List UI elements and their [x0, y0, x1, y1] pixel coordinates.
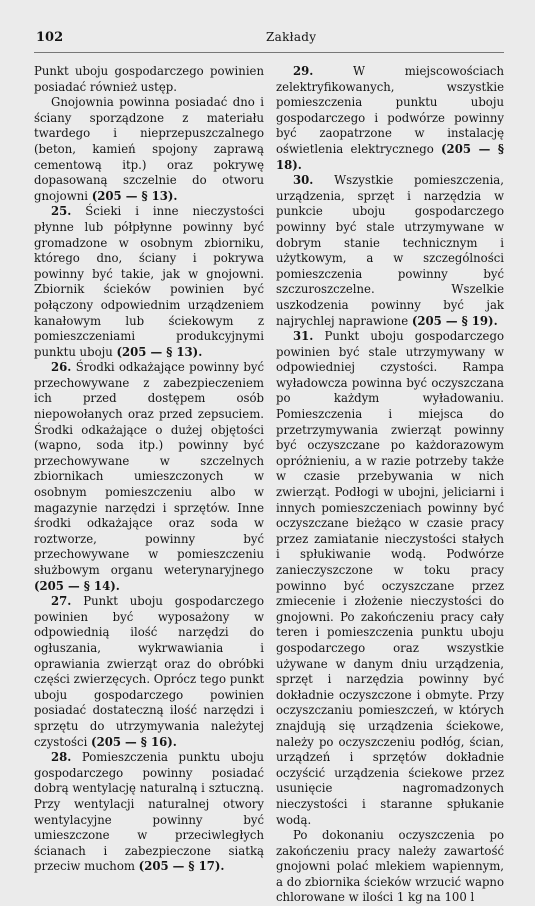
legal-reference: (205 — § 19).: [411, 313, 498, 328]
header-divider: [34, 52, 504, 53]
paragraph-number: 29.: [293, 64, 314, 78]
paragraph: 25. Ścieki i inne nieczystości płynne lub półpłynne powinny być gromadzone w osobnym zbiorniku, którego dno, ściany i pokrywa powinny być takie, jak w gnojowni. Zbiornik ścieków powinien być połączony odpowiednim urządzeniem kanałowym lub ściekowym z pomieszczeniami produkcyjnymi punktu uboju (205 — § 13).: [34, 204, 264, 359]
right-column: [276, 64, 504, 906]
paragraph: 28. Pomieszczenia punktu uboju gospodarczego powinny posiadać dobrą wentylację naturalną i sztuczną. Przy wentylacji naturalnej otwory wentylacyjne powinny być umieszczone w przeciwległych ścianach i zabezpieczone siatką przeciw muchom (205 — § 17).: [34, 750, 264, 874]
page-header: [30, 30, 508, 46]
paragraph-number: 26.: [51, 360, 72, 375]
legal-reference: (205 — § 16).: [91, 734, 177, 749]
paragraph: Gnojownia powinna posiadać dno i ściany sporządzone z materiału twardego i nieprzepuszczalnego (beton, kamień spojony zaprawą cementową itp.) oraz pokrywę dopasowaną szczelnie do otworu gnojowni (205 — § 13).: [34, 95, 264, 203]
paragraph-number: 27.: [51, 594, 72, 609]
paragraph: 27. Punkt uboju gospodarczego powinien być wyposażony w odpowiednią ilość narzędzi do ogłuszania, wykrwawiania i oprawiania zwierząt oraz do obróbki części zwierzęcych. Oprócz tego punkt uboju gospodarczego powinien posiadać dostateczną ilość narzędzi i sprzętu do utrzymywania należytej czystości (205 — § 16).: [34, 594, 265, 749]
paragraph: 30. Wszystkie pomieszczenia, urządzenia, sprzęt i narzędzia w punkcie uboju gospodarczego powinny być stale utrzymywane w dobrym stanie technicznym i użytkowym, a w szczególności pomieszczenia powinny być szczuroszczelne. Wszelkie uszkodzenia powinny być jak najrychlej naprawione (205 — § 19).: [276, 173, 504, 328]
paragraph: Punkt uboju gospodarczego powinien posiadać również ustęp.: [34, 64, 264, 94]
legal-reference: (205 — § 13).: [91, 188, 178, 203]
paragraph: 29. W miejscowościach zelektryfikowanych, wszystkie pomieszczenia punktu uboju gospodarczego i podwórze powinny być zaopatrzone w instalację oświetlenia elektrycznego (205 — § 18).: [276, 64, 504, 172]
paragraph: 26. Środki odkażające powinny być przechowywane z zabezpieczeniem ich przed dostępem osób niepowołanych oraz przed zepsuciem. Środki odkażające o dużej objętości (wapno, soda itp.) powinny być przechowywane w szczelnych zbiornikach umieszczonych w osobnym pomieszczeniu albo w magazynie narzędzi i sprzętów. Inne środki odkażające oraz soda w roztworze, powinny być przechowywane w pomieszczeniu służbowym organu weterynaryjnego (205 — § 14).: [34, 360, 264, 593]
paragraph-number: 28.: [51, 750, 72, 765]
legal-reference: (205 — § 13).: [116, 344, 203, 359]
left-column: [34, 64, 264, 875]
running-title: Zakłady: [266, 30, 317, 44]
paragraph-number: 31.: [293, 329, 314, 344]
paragraph: 31. Punkt uboju gospodarczego powinien być stale utrzymywany w odpowiedniej czystości. Rampa wyładowcza powinna być oczyszczana po każdym wyładowaniu. Pomieszczenia i miejsca do przetrzymywania zwierząt powinny być oczyszczane po każdorazowym opróżnieniu, a w razie potrzeby także w czasie przebywania w nich zwierząt. Podłogi w ubojni, jeliciarni i innych pomieszczeniach powinny być oczyszczane bieżąco w czasie pracy przez zamiatanie nieczystości stałych i spłukiwanie wodą. Podwórze zanieczyszczone w toku pracy powinno być oczyszczane przez zmiecenie i złożenie nieczystości do gnojowni. Po zakończeniu pracy cały teren i pomieszczenia punktu uboju gospodarczego oraz wszystkie używane w danym dniu urządzenia, sprzęt i narzędzia powinny być dokładnie oczyszczone i obmyte. Przy oczyszczaniu pomieszczeń, w których znajdują się urządzenia ściekowe, należy po oczyszczeniu podłóg, ścian, urządzeń i sprzętów dokładnie oczyścić urządzenia ściekowe przez usunięcie nagromadzonych nieczystości i staranne spłukanie wodą.: [276, 329, 504, 827]
paragraph: Po dokonaniu oczyszczenia po zakończeniu pracy należy zawartość gnojowni polać mlekiem wapiennym, a do zbiornika ścieków wrzucić wapno chlorowane w ilości 1 kg na 100 l: [276, 828, 504, 905]
paragraph-number: 25.: [51, 204, 72, 219]
legal-reference: (205 — § 17).: [138, 859, 225, 874]
paragraph-number: 30.: [293, 173, 314, 188]
legal-reference: (205 — § 14).: [34, 578, 120, 593]
page-number: 102: [36, 30, 64, 45]
legal-reference: (205 — § 18).: [276, 141, 504, 172]
